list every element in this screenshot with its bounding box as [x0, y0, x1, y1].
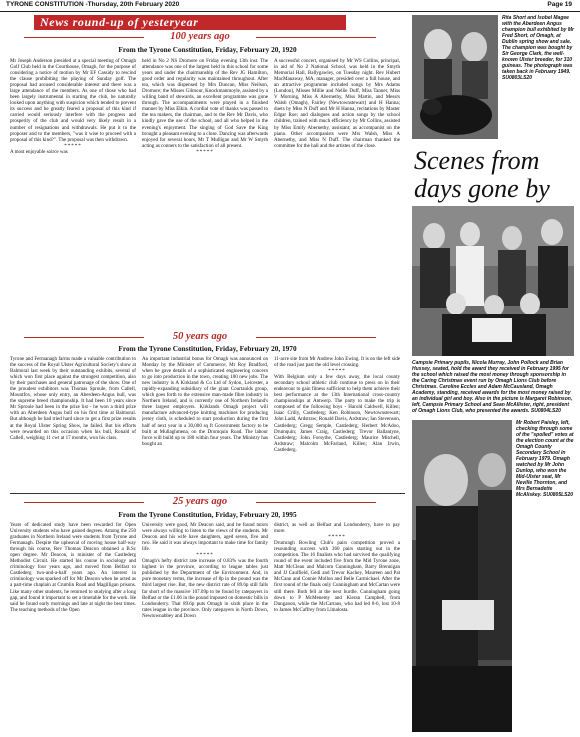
caption-photo-1949: Rita Short and Isobel Magee with the Aberdeen Angus champion bull exhibited by Mr Fred Short, of Omagh, at Dublin spring show and sale. The champion was bought by Sir George Clark, the well-known Ulster breeder, for 310 guineas. The photograph was taken back in February 1949. SU0803LS20 [502, 15, 574, 81]
years-label-25: 25 years ago [150, 496, 250, 507]
article-text: Drumragh Bowling Club's pairs competition proved a resounding success with 360 pairs starting out in the competition. The 16 finalists who had survived the qualifying round of the event included five from the Mid Tyrone zone, Matt McClean and Malcom Cunningham, Barry Brennigan and JJ Caulfield, Gedi and Trevor Kachey, Maureen and Pat McCann and Connie Mollon and Belle Carmichael. After the first round of the finals only Cunningham and McCartan were still there. Both fell at the next hurdle. Cunningham going down to P McMenemy and Kieran Campbell, from Dunganon, while the McCartans, who had led 8-6, lost 10-8 to James McCaffrey from Limalosta. [274, 540, 400, 613]
separator-stars: ***** [196, 552, 214, 559]
photo-champion-bull-1949 [412, 15, 498, 139]
article-1920-col3 [274, 58, 400, 326]
section-banner [34, 15, 346, 30]
article-text: Tyrone and Fermanagh farms made a valuable contribution to the success of the Royal Ulster Agricultural Society's show at Balmoral last week by their outstanding exhibits, several of which won first place against the strongest competition, also by their purchases and general patronage of the show. One of the proudest exhibitors was Thomas Sproule, from Callell, Mountfox, whose only entry, an Aberdeen-Angus bull, was the supreme breed championship. It had been 10 years since Mr Sproule had been in the prize list - he won a third prize with an Aberdeen Angus bull on his first time at Balmoral. But although he had tried hard since to get a first prize results at the Royal Ulster Spring Show, he failed. But his efforts were rewarded on this occasion when his bull, Ronald of Callell, weighing 11 cwt at 17 months, won his class. [10, 356, 136, 441]
article-1920-col2 [142, 58, 268, 326]
years-label-100: 100 years ago [150, 31, 250, 42]
caption-photo-campsie: Campsie Primary pupils, Nicola Murray, John Pollock and Brian Hussey, seated, hold the award they received in February 1995 for the school which raised the most money through sponsorship in the Caring Christmas event run by Omagh Lions Club before Christmas. Caroline Eccles and Adam McCausland, Omagh Academy, standing, received awards for the most money raised by an individual girl and boy. Also in the picture is Margaret Robinson, left, Campsie Primary School and Sean McAllister, right, president of Omagh Lions Club, who presented the awards. SU0804LS20 [412, 360, 573, 414]
article-1970-col2 [142, 356, 268, 490]
separator-stars: ***** [64, 142, 82, 149]
article-text: district, as well as Belfast and Londonderry, have to pay more. [274, 522, 400, 535]
article-text: Omagh's hefty district rate increase of 0.83% was the fourth highest in the province, according to league tables just published by the Department of the Environment. And, in pure monetary terms, the increase of 8p in the pound was the third largest rise. But, the new district rate of 89.6p still falls far short of the massive 107.09p to be found by ratepayers in Belfast or the £1.06 in the pound imposed on domestic bills in Londonderry. That 89.6p puts Omagh in sixth place in the rates league in the province. Only ratepayers in North Down, Newtownabbey and Down [142, 558, 268, 619]
caption-photo-election: Mr Robert Paisley, left, checking through some of the "spoiled" votes at the election count at the Omagh County Secondary School in February 1979. Omagh watched by Mr John Dunlop, who won the Mid-Ulster seat, Mr Neville Thornton, and Mrs Bernadette McAliskey. SU0805LS20 [516, 420, 574, 498]
article-text: Years of dedicated study have been rewarded for Open University students who have gained degrees. Among the 250 graduates in Northern Ireland were students from Tyrone and Fermanagh. Despite the upheaval of moving house half-way through his course, Rev Thomas Deacon obtained a B.Sc open degree. Mr Deacon, is minister of the Castlederg Methodist Circuit. He started his course in sociology and criminology four years ago, and moved from Belfast to Castlederg two-and-a-half years ago. An interest in criminology was sparked off for Mr Deacon when he acted as a part-time chaplain at Crumlin Road and Magilligan prisons. Like many other students, he returned to studying after a long gap, and found it important to set a timetable for the work. He said he found early mornings and late at night the best times. The teaching methods of the Open [10, 522, 136, 613]
section-heading-1995: From the Tyrone Constitution, Friday, February 20, 1995 [118, 510, 297, 519]
photo-campsie-pupils-1995 [412, 206, 574, 356]
article-1920-col1 [10, 58, 136, 326]
article-text: A most enjoyable soirce was [10, 148, 68, 155]
divider [10, 493, 405, 494]
article-text: A successful concert, organised by Mr WS Collins, principal, in aid of No 2 National School, was held in the Smyth Memorial Hall, Ballygawley, on Tuesday night. Rev Hubert MacManaway, MA, manager, presided over a full house, and an attractive programme included songs by Mrs Adams (London), Misses Millie and Nellie Duff, Miss Tanner, Miss V Morning, Miss A Abernethy, Miss Martin, and Messrs Walsh (Omagh), Fairley (Newtownstewart) and H Hanna; duets by Miss N Duff and Mr H Hanna, recitations by Master Edgar Roe; and dialogues and action songs by the school children, trained with much efficiency by Mr Collins, assisted by Miss Emily Abernethy, assistant; as accompanist on the piano. Other accompanists were Mrs Walsh, Miss A Abernethy, and Miss N Duff. The chairman thanked the committee for the hall and the artistes of the close. [274, 58, 400, 149]
banner-title: News round-up of yesteryear [40, 15, 199, 29]
section-heading-1970: From the Tyrone Constitution, Friday, February 20, 1970 [118, 344, 297, 353]
article-text: With Belgium only a few days away, the local county secondary school athletic club continue to press on in their endeavour to gain fitness sufficient to help them achieve their best performance at the 13th International cross-country championships at Antwerp. The party to make the trip is composed of the following boys - Harold Caldwell, Killen; Isaac Crilly, Castlederg; Ken Robinson, Newtownstewart; John Ladd, Ardstraw; Ronald Davis, Ardstraw; Ian Stevenson, Castlederg; Gregg Semple, Castlederg; Herbert McAdoo, Drumquin; James Craig, Castlederg; Trevor Ballantyne, Castlederg; John Forsythe, Castlederg; Maurice Mitchell, Ardstraw; Malcolm McFarland, Killen; Alan Irwin, Castlederg. [274, 374, 400, 453]
section-heading-1920: From the Tyrone Constitution, Friday, February 20, 1920 [118, 45, 297, 54]
article-1995-col2 [142, 522, 268, 734]
separator-stars: ***** [328, 534, 346, 541]
article-1995-col1 [10, 522, 136, 734]
page-header [0, 0, 580, 12]
article-text: Mr Joseph Anderson presided at a special meeting of Omagh Golf Club held in the Courthouse, Omagh, for the purpose of considering a notice of motion by Mr EF Cassidy to rescind the clause prohibiting the playing of Sunday golf. The proposal had aroused considerable interest and there was a large attendance of the members. As one of those who had been largely instrumental in starting the club, he naturally looked upon anything with suspicion which tended to prevent its success and he greatly feared a proposal of this kind if carried would seriously interfere with the progress and prosperity of the club and would very likely result in a number of resignations and withdrawals. He put it to the proposer and to the members, "was it wise to proceed with a proposal of this kind?". The proposal was then withdrawn. [10, 58, 136, 143]
page-number: Page 19 [547, 1, 572, 8]
separator-stars: ***** [328, 368, 346, 375]
scenes-title: Scenes from days gone by [414, 146, 550, 203]
years-label-50: 50 years ago [150, 331, 250, 342]
article-1970-col1 [10, 356, 136, 490]
photo-election-count-1979 [412, 420, 512, 732]
article-text: held in No 2 NS Dromore on Friday evening 13th inst. The attendance was one of the largest held in this school for some years and under the chairmanship of the Rev JG Hamilton, good order and regularity was maintained throughout. After tea, which was dispensed by Mrs Duncan, Miss Neilson, Dromore; the Misses Gilmour, Knockmanmoyle, assisted by a willing band of stewards, an excellent programme was gone through. The accompaniments were played in a finished manner by Miss Elkin. A cordial vote of thanks was passed to the tea makers, the chairman, and to the Rev Mr Davis, who kindly gave the use of the school, and all who helped in the evening's enjoyment. The singing of God Save the King brought a pleasant evening to a close. Dancing was afterwards enjoyed for several hours, Mr T Mulligan and Mr W Smyth acting as conners to the satisfaction of all present. [142, 58, 268, 149]
separator-stars: ***** [196, 148, 214, 155]
article-text: An important industrial bonus for Omagh was announced on Monday by the Minister of Commerce, Mr Roy Bradford, when he gave details of a sophisticated engineering concern to go into production in the town, creating 180 new jobs. The new industry is A Kirkland & Co Ltd of Sydon, Leicester, a rapidly-expanding subsidiary of the giant Courtaulds group, which goes forth to the extensive man-made fibre industry in Northern Ireland, and is currently one of Northern Ireland's three largest employers. Kirklands Omagh project will manufacture advanced-type knitting machines for producing jersey cloth, is scheduled to start production during the first half of next year in a 30,000 sq ft Government factory to be built at Mullaghmena, on the Dromquin Road. The labour force will build up to 180 within four years. The Ministry has bought an [142, 356, 268, 447]
article-1995-col3 [274, 522, 400, 734]
article-text: University were good, Mr Deacon said, and he found tutors were always willing to listen to the views of the students. Mr Deacon and his wife have daughters, aged seven, five and two. He said it was always important to make time for family life. [142, 522, 268, 553]
article-1970-col3 [274, 356, 400, 490]
publication-dateline: TYRONE CONSTITUTION -Thursday, 20th February 2020 [6, 1, 180, 8]
article-text: 11-acre site from Mr Andrew John Ewing. It is on the left side of the road just past the old level crossing. [274, 356, 400, 369]
